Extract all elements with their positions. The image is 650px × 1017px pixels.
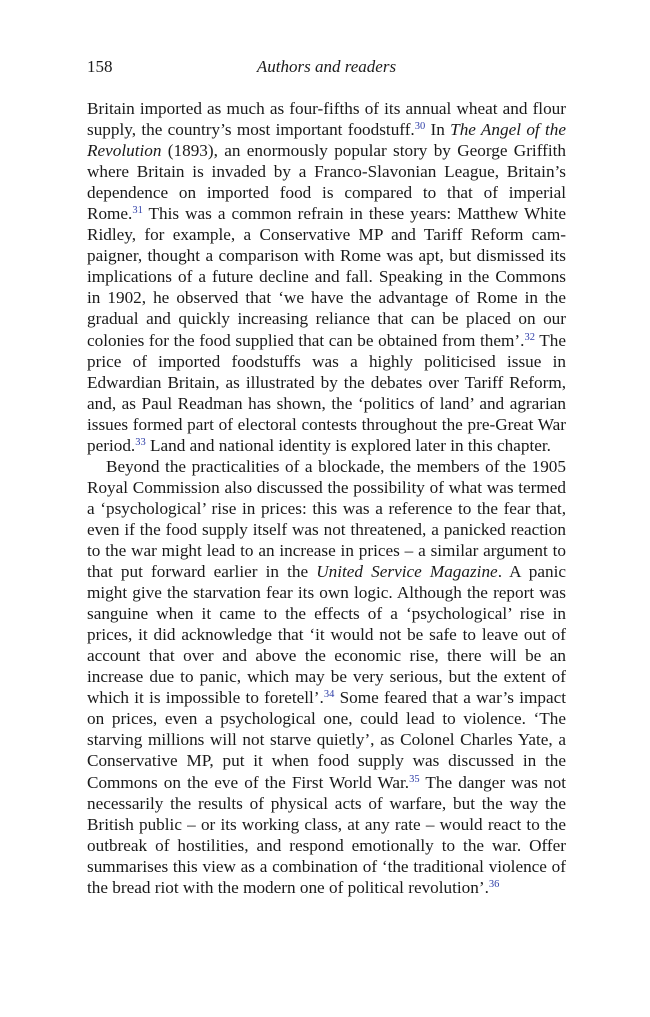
text-run: Some feared that a war’s impact on prices, even a psychological one, could lead to violence. ‘The starving millions will not starve quietly’, as Colonel Charles Yate, a Conservative MP, put it when food supply was discussed in the Commons on the eve of the First World War. xyxy=(87,688,567,792)
footnote-reference-34[interactable]: 34 xyxy=(323,689,335,701)
body-text xyxy=(87,98,566,898)
running-header xyxy=(87,52,566,82)
text-run: The price of imported foodstuffs was a highly politicised issue in Edwardian Britain, as illustrated by the debates over Tariff Reform, and, as Paul Readman has shown, the ‘politics of land’ and agrarian issues formed part of electoral contests throughout the pre-Great War period. xyxy=(87,330,567,455)
text-run: Britain imported as much as four-fifths of its annual wheat and flour supply, the country’s most important foodstuff. xyxy=(87,99,566,140)
footnote-reference-32[interactable]: 32 xyxy=(524,331,535,343)
running-title: Authors and readers xyxy=(256,57,397,76)
italic-title: United Service Magazine xyxy=(316,562,498,582)
text-run: In xyxy=(425,120,451,140)
footnote-reference-30[interactable]: 30 xyxy=(414,121,426,133)
text-run: This was a common refrain in these years: Matthew White Ridley, for example, a Conservative MP and Tariff Reform campaigner, thought a comparison with Rome was apt, but dismissed its implications of a future decline and fall. Speaking in the Commons in 1902, he observed that ‘we have the advantage of Rome in the gradual and quickly increasing reliance that can be placed on our colonies for the food supplied that can be obtained from them’. xyxy=(87,204,566,350)
text-run: The danger was not necessarily the results of physical acts of warfare, but the way the British public – or its working class, at any rate – would react to the outbreak of hostilities, and respond emotionally to the war. Offer summarises this view as a combination of ‘the traditional violence of the bread riot with the modern one of political revolution’. xyxy=(87,772,567,897)
footnote-reference-36[interactable]: 36 xyxy=(488,878,500,890)
text-run: Land and national identity is explored later in this chapter. xyxy=(145,435,551,455)
italic-title: The Angel of the Revolution xyxy=(87,120,566,161)
book-page xyxy=(87,52,566,898)
text-run: Beyond the practicalities of a blockade, the members of the 1905 Royal Commission also discussed the possibility of what was termed a ‘psychological’ rise in prices: this was a reference to the fear that, even if the food supply itself was not threatened, a panicked reaction to the war might lead to an increase in prices – a similar argument to that put forward earlier in the xyxy=(87,456,566,582)
paragraph-2 xyxy=(87,456,566,898)
text-run: . A panic might give the starvation fear its own logic. Although the report was sanguine when it came to the effects of a ‘psychological’ rise in prices, it did acknowledge that ‘it would not be safe to leave out of account that over and above the economic rise, there will be an increase due to panic, which may be very serious, but the extent of which it is impossible to foretell’. xyxy=(87,562,567,708)
page-number: 158 xyxy=(87,57,113,76)
footnote-reference-35[interactable]: 35 xyxy=(409,773,420,785)
footnote-reference-31[interactable]: 31 xyxy=(132,205,143,217)
paragraph-1 xyxy=(87,98,566,456)
footnote-reference-33[interactable]: 33 xyxy=(135,436,146,448)
text-run: (1893), an enormously popular story by George Griffith where Britain is invaded by a Franco-Slavonian League, Britain’s dependence on imported food is compared to that of imperial Rome. xyxy=(87,141,566,224)
